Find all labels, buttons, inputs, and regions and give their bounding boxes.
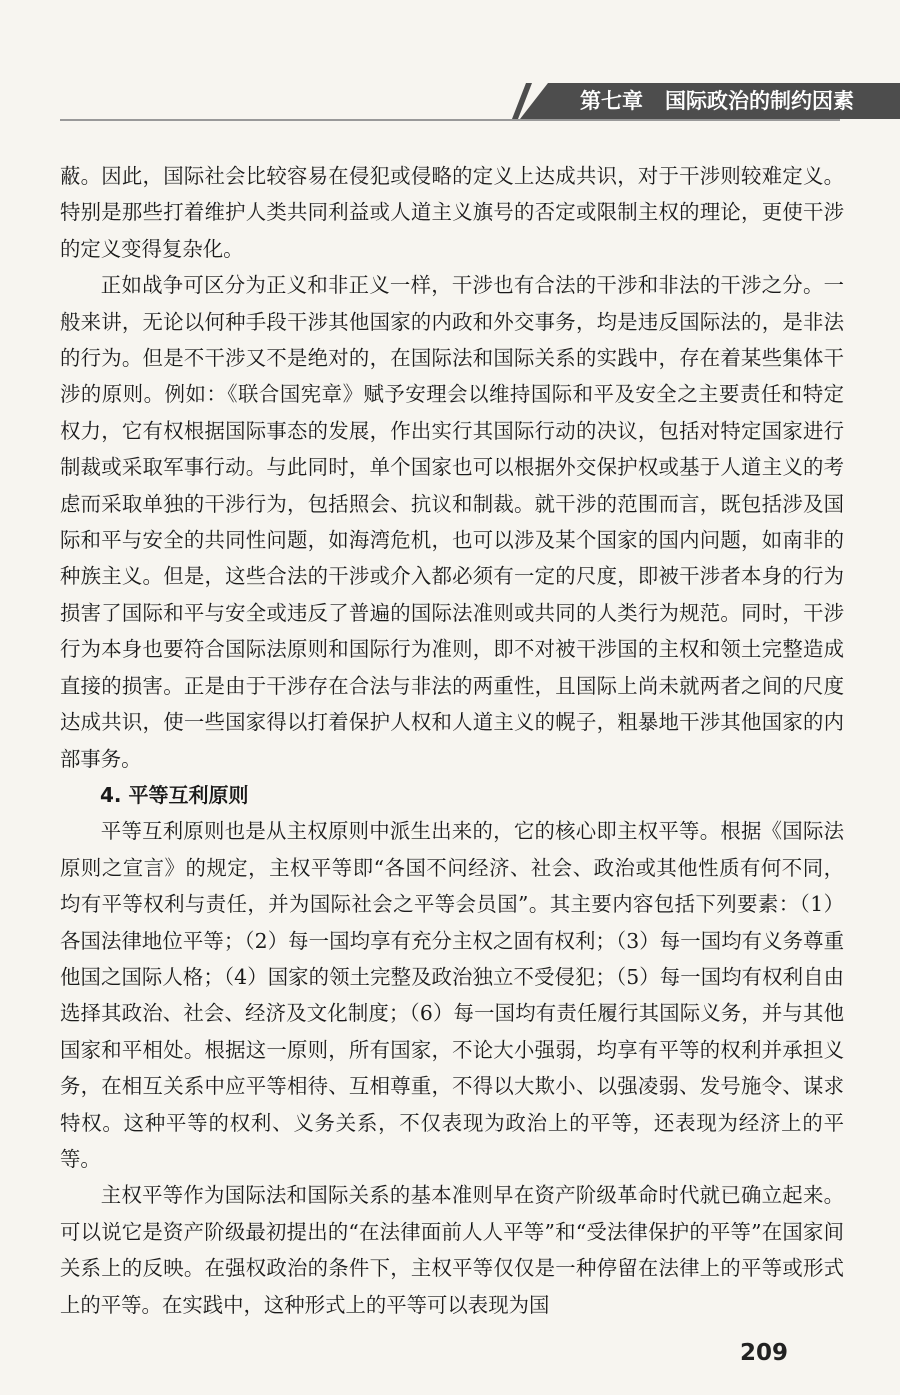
page-number: 209 [740,1340,789,1366]
paragraph-1: 蔽。因此，国际社会比较容易在侵犯或侵略的定义上达成共识，对于干涉则较难定义。特别是那些打着维护人类共同利益或人道主义旗号的否定或限制主权的理论，更使干涉的定义变得复杂化。 [60,164,844,261]
chapter-title: 国际政治的制约因素 [665,89,854,113]
chapter-number: 第七章 [580,89,643,113]
body-text [60,158,844,1323]
header-rule [60,119,840,121]
section-heading: 4. 平等互利原则 [100,782,249,807]
paragraph-2: 正如战争可区分为正义和非正义一样，干涉也有合法的干涉和非法的干涉之分。一般来讲，无论以何种手段干涉其他国家的内政和外交事务，均是违反国际法的，是非法的行为。但是不干涉又不是绝对的，在国际法和国际关系的实践中，存在着某些集体干涉的原则。例如：《联合国宪章》赋予安理会以维持国际和平及安全之主要责任和特定权力，它有权根据国际事态的发展，作出实行其国际行动的决议，包括对特定国家进行制裁或采取军事行动。与此同时，单个国家也可以根据外交保护权或基于人道主义的考虑而采取单独的干涉行为，包括照会、抗议和制裁。就干涉的范围而言，既包括涉及国际和平与安全的共同性问题，如海湾危机，也可以涉及某个国家的国内问题，如南非的种族主义。但是，这些合法的干涉或介入都必须有一定的尺度，即被干涉者本身的行为损害了国际和平与安全或违反了普遍的国际法准则或共同的人类行为规范。同时，干涉行为本身也要符合国际法原则和国际行为准则，即不对被干涉国的主权和领土完整造成直接的损害。正是由于干涉存在合法与非法的两重性，且国际上尚未就两者之间的尺度达成共识，使一些国家得以打着保护人权和人道主义的幌子，粗暴地干涉其他国家的内部事务。 [60,273,844,771]
paragraph-4: 主权平等作为国际法和国际关系的基本准则早在资产阶级革命时代就已确立起来。可以说它是资产阶级最初提出的“在法律面前人人平等”和“受法律保护的平等”在国家间关系上的反映。在强权政治的条件下，主权平等仅仅是一种停留在法律上的平等或形式上的平等。在实践中，这种形式上的平等可以表现为国 [60,1183,844,1317]
running-header [580,87,854,115]
paragraph-3: 平等互利原则也是从主权原则中派生出来的，它的核心即主权平等。根据《国际法原则之宣言》的规定，主权平等即“各国不问经济、社会、政治或其他性质有何不同，均有平等权利与责任，并为国际社会之平等会员国”。其主要内容包括下列要素：（1）各国法律地位平等；（2）每一国均享有充分主权之固有权利；（3）每一国均有义务尊重他国之国际人格；（4）国家的领土完整及政治独立不受侵犯；（5）每一国均有权利自由选择其政治、社会、经济及文化制度；（6）每一国均有责任履行其国际义务，并与其他国家和平相处。根据这一原则，所有国家，不论大小强弱，均享有平等的权利并承担义务，在相互关系中应平等相待、互相尊重，不得以大欺小、以强凌弱、发号施令、谋求特权。这种平等的权利、义务关系，不仅表现为政治上的平等，还表现为经济上的平等。 [60,819,844,1171]
